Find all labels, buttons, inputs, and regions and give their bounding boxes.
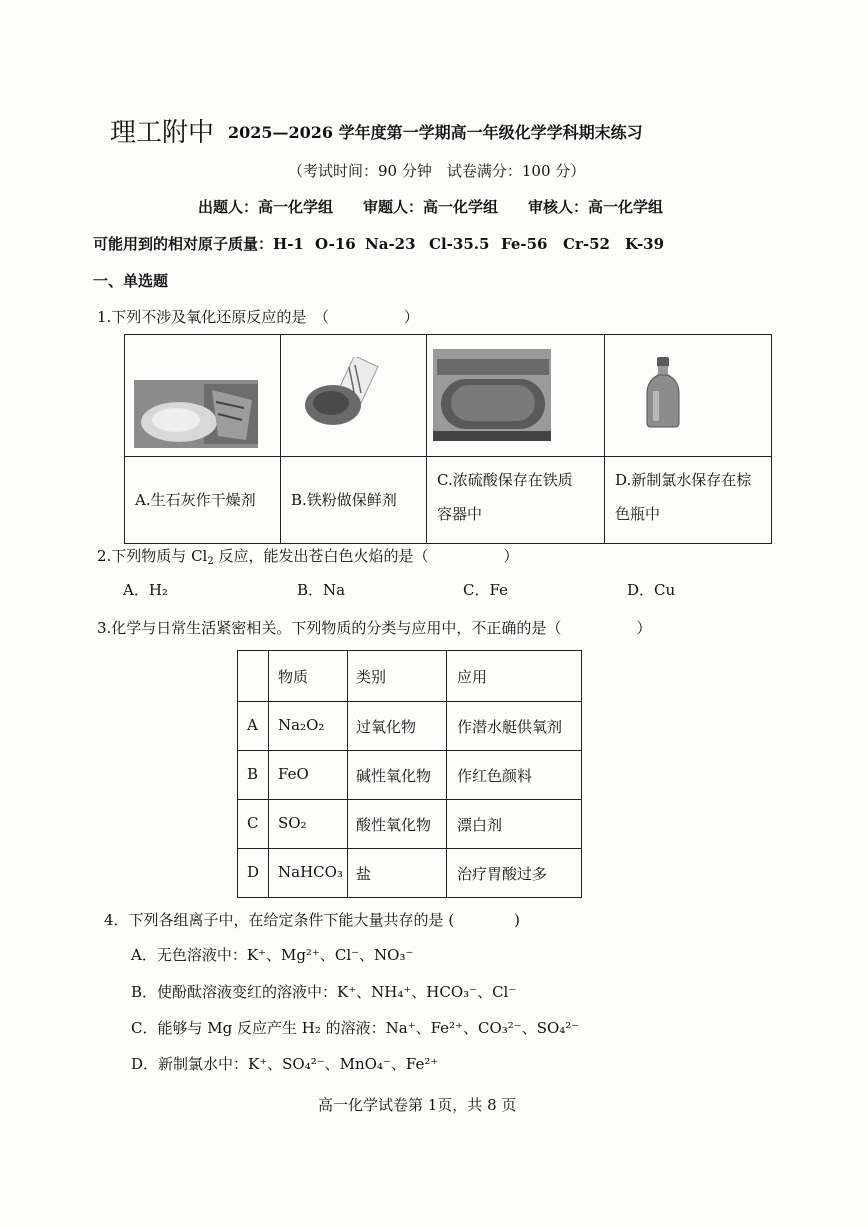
iron-powder-photo	[297, 357, 387, 429]
q2-stem	[97, 545, 519, 567]
q2-stem-part-2: 反应，能发出苍白色火焰的是（ ）	[213, 547, 519, 565]
atomic-mass: Na-23	[365, 235, 416, 253]
q4-option: D．新制氯水中：K⁺、SO₄²⁻、MnO₄⁻、Fe²⁺	[131, 1055, 439, 1073]
q2-stem-subscript: 2	[207, 556, 214, 567]
table-header: 物质	[278, 668, 309, 686]
table-divider	[238, 750, 581, 751]
atomic-masses-label: 可能用到的相对原子质量：	[93, 235, 274, 253]
q4-option: C．能够与 Mg 反应产生 H₂ 的溶液：Na⁺、Fe²⁺、CO₃²⁻、SO₄²⁻	[131, 1019, 580, 1037]
option-a-cell	[125, 335, 281, 543]
brown-bottle-photo	[643, 357, 683, 429]
table-cell: 作红色颜料	[457, 767, 533, 785]
q2-option: A．H₂	[123, 581, 168, 599]
table-divider	[238, 701, 581, 702]
exam-authors: 出题人：高一化学组 审题人：高一化学组 审核人：高一化学组	[198, 198, 664, 216]
page-footer: 高一化学试卷第 1页，共 8 页	[318, 1096, 517, 1114]
option-a-text: A.生石灰作干燥剂	[135, 491, 256, 509]
atomic-masses-line	[93, 233, 664, 254]
q3-stem: 3.化学与日常生活紧密相关。下列物质的分类与应用中，不正确的是（ ）	[97, 619, 652, 637]
table-cell: C	[247, 814, 259, 832]
table-cell: SO₂	[278, 814, 307, 832]
table-divider	[238, 799, 581, 800]
table-cell: 作潜水艇供氧剂	[457, 718, 563, 736]
school-name: 理工附中	[110, 118, 215, 148]
exam-info: （考试时间：90 分钟 试卷满分：100 分）	[288, 162, 586, 180]
q1-stem: 1.下列不涉及氧化还原反应的是 （ ）	[97, 308, 419, 326]
table-cell: A	[247, 716, 258, 734]
atomic-mass: Cl-35.5	[429, 235, 490, 253]
q4-option: B．使酚酞溶液变红的溶液中：K⁺、NH₄⁺、HCO₃⁻、Cl⁻	[131, 983, 517, 1001]
option-b-text: B.铁粉做保鲜剂	[291, 491, 397, 509]
table-cell: 漂白剂	[457, 816, 503, 834]
quicklime-photo	[134, 380, 258, 448]
option-c-text: C.浓硫酸保存在铁质容器中	[437, 471, 573, 523]
q3-classification-table	[237, 650, 582, 898]
atomic-mass: O-16	[315, 235, 356, 253]
iron-tank-photo	[433, 349, 551, 441]
option-d-cell	[605, 335, 771, 543]
table-cell: 酸性氧化物	[356, 816, 432, 834]
table-divider	[347, 651, 348, 897]
atomic-mass: K-39	[625, 235, 665, 253]
table-cell: NaHCO₃	[278, 863, 343, 881]
table-divider	[446, 651, 447, 897]
option-c-cell	[427, 335, 605, 543]
table-divider	[268, 651, 269, 897]
q2-stem-part-1: 2.下列物质与 Cl	[97, 547, 208, 565]
exam-title: 2025—2026 学年度第一学期高一年级化学学科期末练习	[228, 123, 643, 142]
table-cell: FeO	[278, 765, 309, 783]
table-cell: 过氧化物	[356, 718, 417, 736]
table-cell: 治疗胃酸过多	[457, 865, 548, 883]
table-cell: Na₂O₂	[278, 716, 325, 734]
section-heading: 一、单选题	[93, 272, 169, 290]
q2-option: C．Fe	[463, 581, 508, 599]
option-d-text: D.新制氯水保存在棕色瓶中	[615, 471, 752, 523]
q4-stem: 4．下列各组离子中，在给定条件下能大量共存的是 ( )	[104, 911, 521, 929]
table-header: 应用	[457, 668, 488, 686]
atomic-mass: H-1	[273, 235, 304, 253]
option-b-cell	[281, 335, 427, 543]
q4-option: A．无色溶液中：K⁺、Mg²⁺、Cl⁻、NO₃⁻	[131, 946, 414, 964]
atomic-mass: Cr-52	[563, 235, 610, 253]
table-cell: D	[247, 863, 260, 881]
q2-option: B．Na	[297, 581, 346, 599]
table-cell: 碱性氧化物	[356, 767, 432, 785]
table-divider	[238, 848, 581, 849]
table-cell: 盐	[356, 865, 372, 883]
table-header: 类别	[356, 668, 387, 686]
q1-option-table	[124, 334, 772, 544]
table-cell: B	[247, 765, 259, 783]
q2-option: D．Cu	[627, 581, 676, 599]
atomic-mass: Fe-56	[501, 235, 548, 253]
